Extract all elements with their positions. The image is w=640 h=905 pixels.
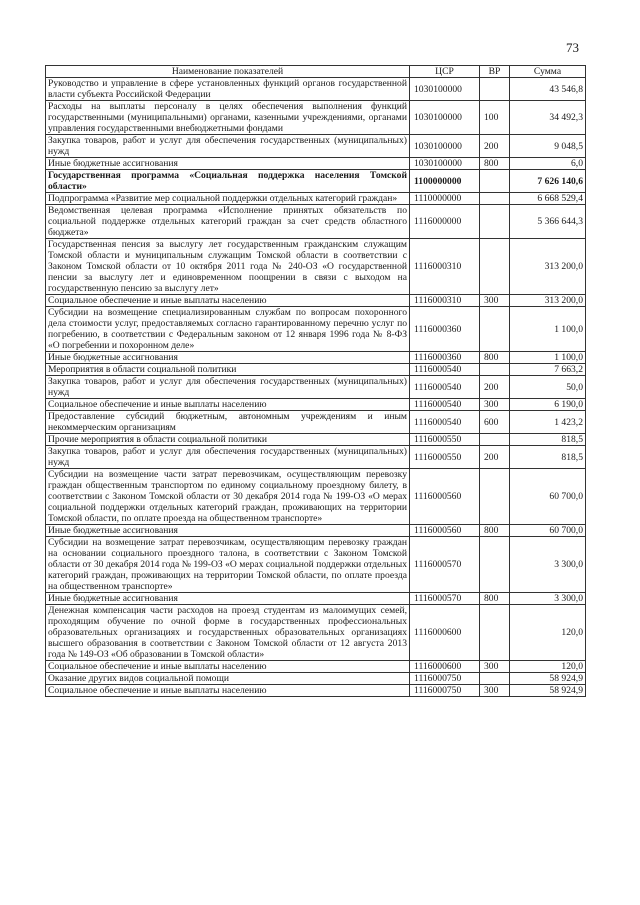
header-name: Наименование показателей [46,66,410,78]
row-sum-cell: 6 668 529,4 [510,193,586,205]
row-vr-cell [480,78,510,101]
row-sum-cell: 120,0 [510,661,586,673]
row-sum-cell: 1 423,2 [510,411,586,434]
table-row [46,593,586,605]
table-row [46,434,586,446]
row-vr-cell: 300 [480,661,510,673]
row-vr-cell [480,605,510,661]
table-row [46,469,586,525]
table-row [46,411,586,434]
row-csr-cell: 1116000600 [410,661,480,673]
row-name-cell: Закупка товаров, работ и услуг для обеспечения государственных (муниципальных) нужд [46,135,410,158]
row-vr-cell: 800 [480,525,510,537]
row-sum-cell: 6,0 [510,158,586,170]
row-name-cell: Оказание других видов социальной помощи [46,673,410,685]
row-vr-cell: 300 [480,399,510,411]
row-name-cell: Закупка товаров, работ и услуг для обеспечения государственных (муниципальных) нужд [46,376,410,399]
table-row [46,352,586,364]
row-name-cell: Социальное обеспечение и иные выплаты населению [46,295,410,307]
row-csr-cell: 1116000360 [410,307,480,352]
table-row [46,158,586,170]
row-vr-cell [480,205,510,239]
row-csr-cell: 1116000750 [410,673,480,685]
row-vr-cell: 200 [480,376,510,399]
row-csr-cell: 1116000310 [410,239,480,295]
row-name-cell: Расходы на выплаты персоналу в целях обеспечения выполнения функций государственными (муниципальными) органами, казенными учреждениями, органами управления государственными внебюджетными фондами [46,101,410,135]
row-sum-cell: 60 700,0 [510,469,586,525]
row-vr-cell: 600 [480,411,510,434]
row-csr-cell: 1110000000 [410,193,480,205]
row-name-cell: Иные бюджетные ассигнования [46,352,410,364]
row-sum-cell: 7 626 140,6 [510,170,586,193]
table-row [46,307,586,352]
table-header-row [46,66,586,78]
row-vr-cell [480,434,510,446]
table-row [46,170,586,193]
table-row [46,376,586,399]
table-row [46,685,586,697]
row-vr-cell: 200 [480,135,510,158]
row-name-cell: Иные бюджетные ассигнования [46,158,410,170]
table-row [46,537,586,593]
row-sum-cell: 9 048,5 [510,135,586,158]
row-sum-cell: 313 200,0 [510,239,586,295]
row-sum-cell: 818,5 [510,446,586,469]
row-csr-cell: 1030100000 [410,158,480,170]
row-csr-cell: 1116000560 [410,525,480,537]
row-vr-cell [480,537,510,593]
row-vr-cell: 200 [480,446,510,469]
row-sum-cell: 5 366 644,3 [510,205,586,239]
row-name-cell: Ведомственная целевая программа «Исполнение принятых обязательств по социальной поддержке отдельных категорий граждан за счет средств областного бюджета» [46,205,410,239]
header-sum: Сумма [510,66,586,78]
row-csr-cell: 1100000000 [410,170,480,193]
row-sum-cell: 3 300,0 [510,593,586,605]
row-name-cell: Государственная программа «Социальная поддержка населения Томской области» [46,170,410,193]
row-csr-cell: 1116000540 [410,364,480,376]
row-name-cell: Иные бюджетные ассигнования [46,593,410,605]
row-name-cell: Предоставление субсидий бюджетным, автономным учреждениям и иным некоммерческим организациям [46,411,410,434]
row-name-cell: Прочие мероприятия в области социальной политики [46,434,410,446]
row-vr-cell: 300 [480,685,510,697]
header-csr: ЦСР [410,66,480,78]
row-name-cell: Социальное обеспечение и иные выплаты населению [46,399,410,411]
row-sum-cell: 34 492,3 [510,101,586,135]
row-vr-cell: 800 [480,593,510,605]
header-vr: ВР [480,66,510,78]
row-vr-cell: 100 [480,101,510,135]
row-name-cell: Государственная пенсия за выслугу лет государственным гражданским служащим Томской области и муниципальным служащим Томской области в соответствии с Законом Томской области от 10 октября 2011 года № 240-ОЗ «О государственной пенсии за выслугу лет и единовременном поощрении в связи с выходом на государственную пенсию за выслугу лет» [46,239,410,295]
row-csr-cell: 1116000540 [410,399,480,411]
row-vr-cell: 800 [480,158,510,170]
budget-table [45,65,586,697]
row-sum-cell: 1 100,0 [510,352,586,364]
table-row [46,525,586,537]
row-csr-cell: 1116000310 [410,295,480,307]
row-csr-cell: 1116000360 [410,352,480,364]
row-sum-cell: 60 700,0 [510,525,586,537]
table-row [46,399,586,411]
row-vr-cell [480,673,510,685]
table-row [46,364,586,376]
row-name-cell: Субсидии на возмещение затрат перевозчикам, осуществляющим перевозку граждан на основании социального проездного талона, в соответствии с Законом Томской области от 30 декабря 2014 года № 199-ОЗ «О мерах социальной поддержки отдельных категорий граждан, проживающих на территории Томской области, по оплате проезда на общественном транспорте» [46,537,410,593]
row-vr-cell [480,193,510,205]
row-vr-cell: 300 [480,295,510,307]
row-sum-cell: 120,0 [510,605,586,661]
table-row [46,193,586,205]
table-row [46,205,586,239]
row-csr-cell: 1116000750 [410,685,480,697]
row-name-cell: Социальное обеспечение и иные выплаты населению [46,685,410,697]
row-sum-cell: 50,0 [510,376,586,399]
row-vr-cell [480,364,510,376]
row-name-cell: Подпрограмма «Развитие мер социальной поддержки отдельных категорий граждан» [46,193,410,205]
table-row [46,239,586,295]
row-name-cell: Денежная компенсация части расходов на проезд студентам из малоимущих семей, проходящим обучение по очной форме в государственных профессиональных образовательных организациях и государственных образовательных организациях высшего образования в соответствии с Законом Томской области от 12 августа 2013 года № 149-ОЗ «Об образовании в Томской области» [46,605,410,661]
row-sum-cell: 818,5 [510,434,586,446]
table-row [46,295,586,307]
table-body [46,78,586,697]
row-csr-cell: 1116000540 [410,411,480,434]
row-name-cell: Социальное обеспечение и иные выплаты населению [46,661,410,673]
row-vr-cell [480,239,510,295]
row-vr-cell [480,170,510,193]
table-row [46,605,586,661]
page-number: 73 [566,40,579,55]
row-csr-cell: 1116000570 [410,537,480,593]
row-csr-cell: 1116000000 [410,205,480,239]
row-vr-cell [480,469,510,525]
table-row [46,101,586,135]
row-name-cell: Мероприятия в области социальной политики [46,364,410,376]
row-vr-cell: 800 [480,352,510,364]
row-csr-cell: 1116000550 [410,446,480,469]
row-sum-cell: 58 924,9 [510,673,586,685]
row-sum-cell: 313 200,0 [510,295,586,307]
row-sum-cell: 3 300,0 [510,537,586,593]
row-name-cell: Руководство и управление в сфере установленных функций органов государственной власти субъекта Российской Федерации [46,78,410,101]
row-sum-cell: 58 924,9 [510,685,586,697]
row-csr-cell: 1116000570 [410,593,480,605]
row-sum-cell: 43 546,8 [510,78,586,101]
row-name-cell: Субсидии на возмещение части затрат перевозчикам, осуществляющим перевозку граждан общественным транспортом по единому социальному проездному билету, в соответствии с Законом Томской области от 30 декабря 2014 года № 199-ОЗ «О мерах социальной поддержки отдельных категорий граждан, проживающих на территории Томской области, по оплате проезда на общественном транспорте» [46,469,410,525]
row-csr-cell: 1030100000 [410,101,480,135]
table-row [46,661,586,673]
table-row [46,135,586,158]
row-sum-cell: 1 100,0 [510,307,586,352]
row-csr-cell: 1116000550 [410,434,480,446]
row-csr-cell: 1116000600 [410,605,480,661]
table-row [46,446,586,469]
row-vr-cell [480,307,510,352]
row-csr-cell: 1030100000 [410,78,480,101]
table-row [46,78,586,101]
row-name-cell: Иные бюджетные ассигнования [46,525,410,537]
row-name-cell: Субсидии на возмещение специализированным службам по вопросам похоронного дела стоимости услуг, предоставляемых согласно гарантированному перечню услуг по погребению, в соответствии с Федеральным законом от 12 января 1996 года № 8-ФЗ «О погребении и похоронном деле» [46,307,410,352]
row-csr-cell: 1116000540 [410,376,480,399]
table-row [46,673,586,685]
row-sum-cell: 7 663,2 [510,364,586,376]
row-csr-cell: 1116000560 [410,469,480,525]
row-name-cell: Закупка товаров, работ и услуг для обеспечения государственных (муниципальных) нужд [46,446,410,469]
row-sum-cell: 6 190,0 [510,399,586,411]
row-csr-cell: 1030100000 [410,135,480,158]
